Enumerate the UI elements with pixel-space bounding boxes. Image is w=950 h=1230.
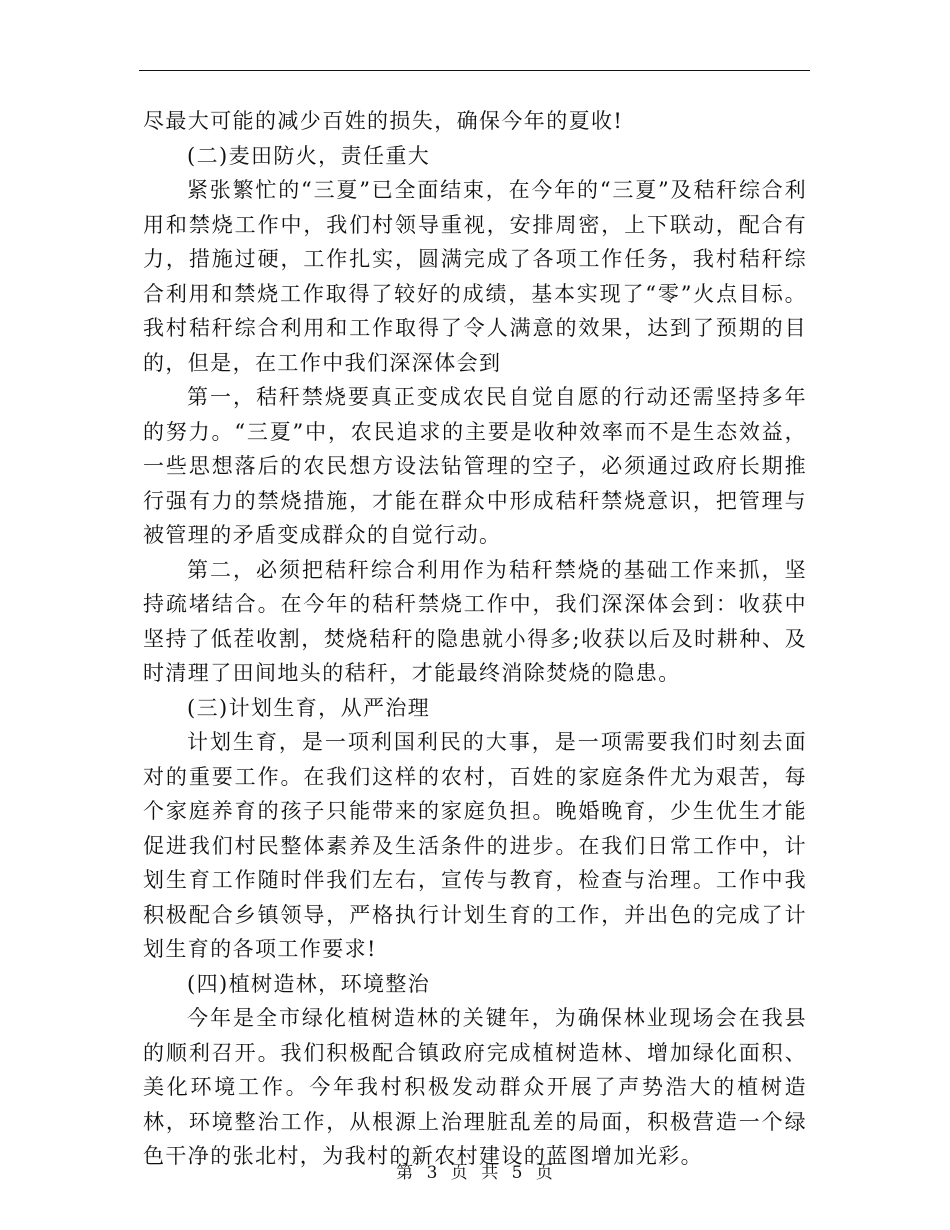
paragraph-family-planning: 计划生育，是一项利国利民的大事，是一项需要我们时刻去面对的重要工作。在我们这样的农村，百姓的家庭条件尤为艰苦，每个家庭养育的孩子只能带来的家庭负担。晚婚晚育，少生优生才能促进我们村民整体素养及生活条件的进步。在我们日常工作中，计划生育工作随时伴我们左右，宣传与教育，检查与治理。工作中我积极配合乡镇领导，严格执行计划生育的工作，并出色的完成了计划生育的各项工作要求! (143, 730, 807, 961)
document-body (143, 104, 807, 1174)
paragraph-second-point: 第二，必须把秸秆综合利用作为秸秆禁烧的基础工作来抓，坚持疏堵结合。在今年的秸秆禁烧工作中，我们深深体会到：收获中坚持了低茬收割，焚烧秸秆的隐患就小得多;收获以后及时耕种、及时清理了田间地头的秸秆，才能最终消除焚烧的隐患。 (143, 557, 807, 685)
section-heading-3: (三)计划生育，从严治理 (187, 695, 431, 720)
paragraph-first-point: 第一，秸秆禁烧要真正变成农民自觉自愿的行动还需坚持多年的努力。“三夏”中，农民追求的主要是收种效率而不是生态效益，一些思想落后的农民想方设法钻管理的空子，必须通过政府长期推行强有力的禁烧措施，才能在群众中形成秸秆禁烧意识，把管理与被管理的矛盾变成群众的自觉行动。 (143, 385, 807, 547)
section-heading-2: (二)麦田防火，责任重大 (187, 143, 431, 168)
footer-suffix: 页 (535, 1163, 554, 1183)
page-footer (0, 1158, 950, 1183)
footer-page-word: 页 (450, 1163, 469, 1183)
paragraph-straw-summary: 紧张繁忙的“三夏”已全面结束，在今年的“三夏”及秸秆综合利用和禁烧工作中，我们村领导重视，安排周密，上下联动，配合有力，措施过硬，工作扎实，圆满完成了各项工作任务，我村秸秆综合利用和禁烧工作取得了较好的成绩，基本实现了“零”火点目标。我村秸秆综合利用和工作取得了令人满意的效果，达到了预期的目的，但是，在工作中我们深深体会到 (143, 178, 807, 375)
header-rule (139, 70, 810, 71)
footer-prefix: 第 (396, 1163, 415, 1183)
footer-total-pages: 5 (511, 1163, 524, 1183)
paragraph-continuation: 尽最大可能的减少百姓的损失，确保今年的夏收! (143, 109, 624, 133)
footer-current-page: 3 (426, 1163, 439, 1183)
section-heading-4: (四)植树造林，环境整治 (187, 971, 431, 996)
footer-total-word: 共 (481, 1163, 500, 1183)
paragraph-afforestation: 今年是全市绿化植树造林的关键年，为确保林业现场会在我县的顺利召开。我们积极配合镇政府完成植树造林、增加绿化面积、美化环境工作。今年我村积极发动群众开展了声势浩大的植树造林，环境整治工作，从根源上治理脏乱差的局面，积极营造一个绿色干净的张北村，为我村的新农村建设的蓝图增加光彩。 (143, 1006, 807, 1168)
